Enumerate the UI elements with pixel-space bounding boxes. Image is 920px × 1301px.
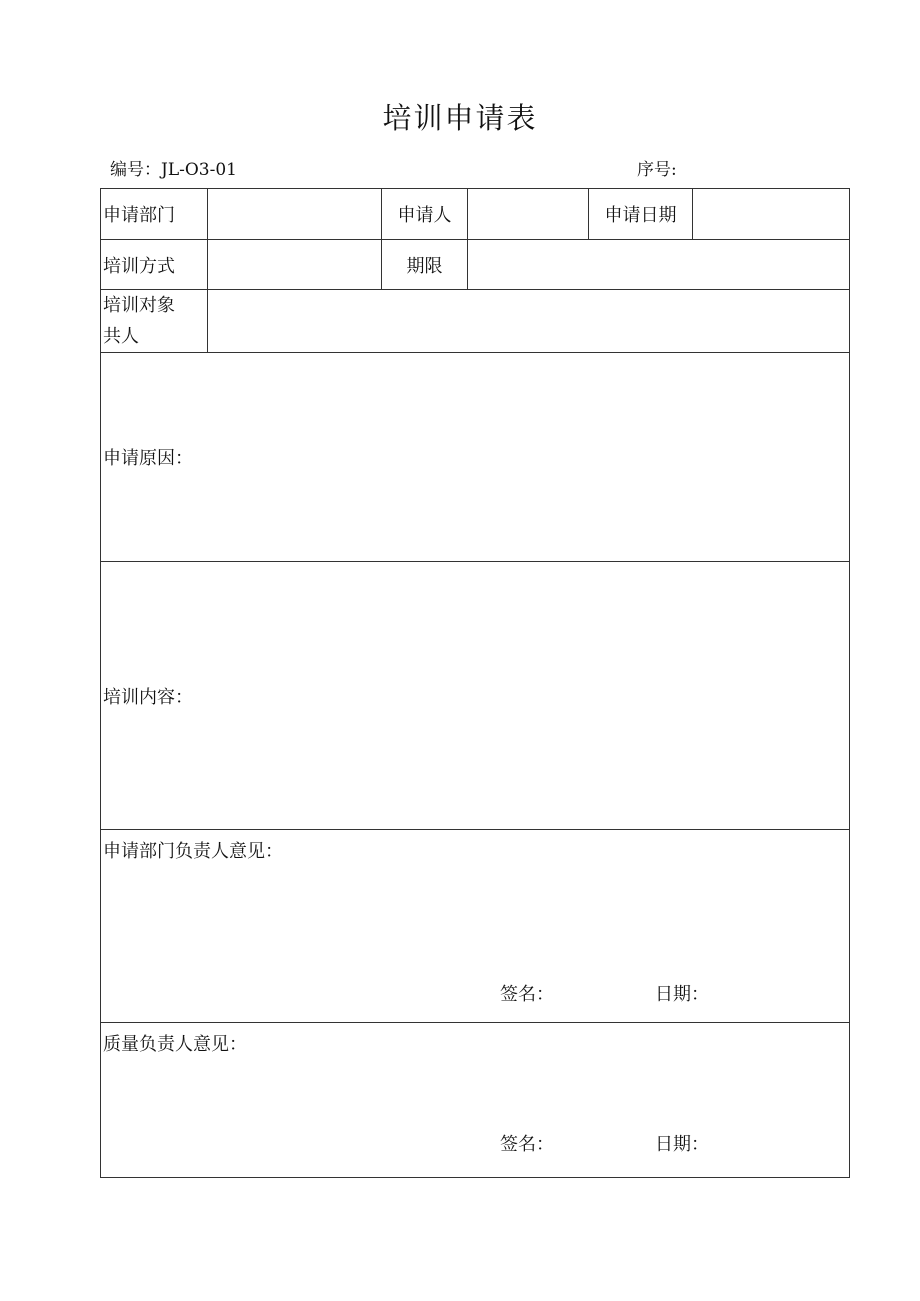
dept-head-date-label: 日期： <box>655 983 709 1005</box>
apply-date-label: 申请日期 <box>589 189 693 240</box>
training-method-field[interactable] <box>208 240 382 290</box>
dept-head-opinion-section[interactable] <box>101 830 850 1023</box>
quality-head-opinion-section[interactable] <box>101 1023 850 1178</box>
form-title: 培训申请表 <box>382 101 538 135</box>
content-label: 培训内容： <box>103 686 193 708</box>
reason-label: 申请原因： <box>103 448 193 469</box>
quality-head-sign-label: 签名： <box>500 1133 554 1155</box>
dept-label: 申请部门 <box>101 189 208 240</box>
training-target-label-line2: 共人 <box>103 326 139 347</box>
training-target-label-line1: 培训对象 <box>103 295 175 316</box>
applicant-field[interactable] <box>468 189 589 240</box>
quality-head-date-label: 日期： <box>655 1133 709 1155</box>
apply-date-field[interactable] <box>693 189 850 240</box>
dept-head-opinion-label: 申请部门负责人意见： <box>103 840 283 862</box>
period-field[interactable] <box>468 240 850 290</box>
content-section[interactable] <box>101 562 850 830</box>
dept-field[interactable] <box>208 189 382 240</box>
reason-section[interactable] <box>101 353 850 562</box>
document-number: 编号：JL-O3-01 <box>110 160 237 180</box>
dept-head-sign-label: 签名： <box>500 983 554 1005</box>
training-target-label <box>101 290 208 353</box>
serial-number-label: 序号: <box>637 160 677 180</box>
applicant-label: 申请人 <box>382 189 468 240</box>
application-form-table <box>100 188 850 1178</box>
training-method-label: 培训方式 <box>101 240 208 290</box>
quality-head-opinion-label: 质量负责人意见： <box>103 1033 247 1055</box>
period-label: 期限 <box>382 240 468 290</box>
training-target-field[interactable] <box>208 290 850 353</box>
